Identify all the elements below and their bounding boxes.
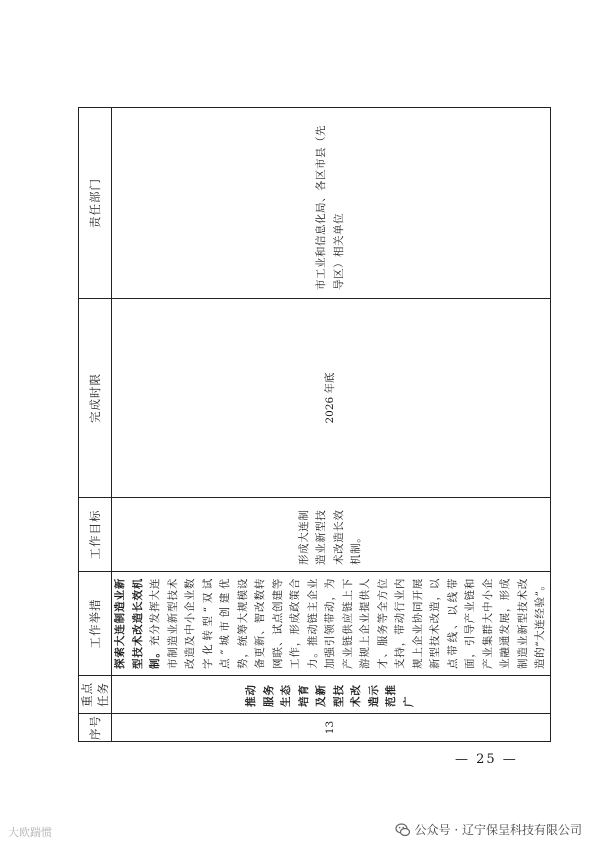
watermark-left: 大欧踹惯 [8, 826, 52, 839]
table-header-row [79, 108, 112, 742]
cell-goal: 形成大连制造业新型技术改造长效机制。 [112, 498, 551, 572]
watermark-right [395, 821, 582, 838]
rotated-table-frame [78, 108, 546, 742]
header-dept: 责任部门 [79, 108, 112, 299]
cell-seq: 13 [112, 714, 551, 742]
header-seq: 序号 [79, 714, 112, 742]
page-number: — 25 — [455, 752, 518, 767]
policy-task-table [78, 107, 551, 742]
header-deadline: 完成时限 [79, 299, 112, 498]
table-row [112, 108, 551, 742]
cell-measures [112, 572, 551, 676]
measures-body: 充分发挥大连市制造业新型技术改造及中小企业数字化转型“双试点”城市创建优势，统筹大规模设备更新、智改数转网联、试点创建等工作，形成政策合力。推动链主企业加强引领带动，为产业链供应链上下游规上企业提供人才、服务等全方位支持，带动行业内规上企业协同开展新型技术改造，以点带线、以线带面，引导产业链和产业集群大中小企业融通发展，形成制造业新型技术改造的“大连经验”。 [149, 578, 546, 669]
header-measures: 工作举措 [79, 572, 112, 676]
wechat-icon [395, 822, 411, 838]
header-task: 重点任务 [79, 676, 112, 714]
watermark-text: 公众号 · 辽宁保呈科技有限公司 [414, 823, 582, 837]
header-goal: 工作目标 [79, 498, 112, 572]
cell-deadline: 2026 年底 [112, 299, 551, 498]
cell-task: 推动服务生态培育及新型技术改造示范推广 [112, 676, 551, 714]
measures-lead: 探索大连制造业新型技术改造长效机制。 [114, 578, 161, 669]
policy-table-container [78, 108, 546, 742]
cell-dept: 市工业和信息化局、各区市县（先导区）相关单位 [112, 108, 551, 299]
